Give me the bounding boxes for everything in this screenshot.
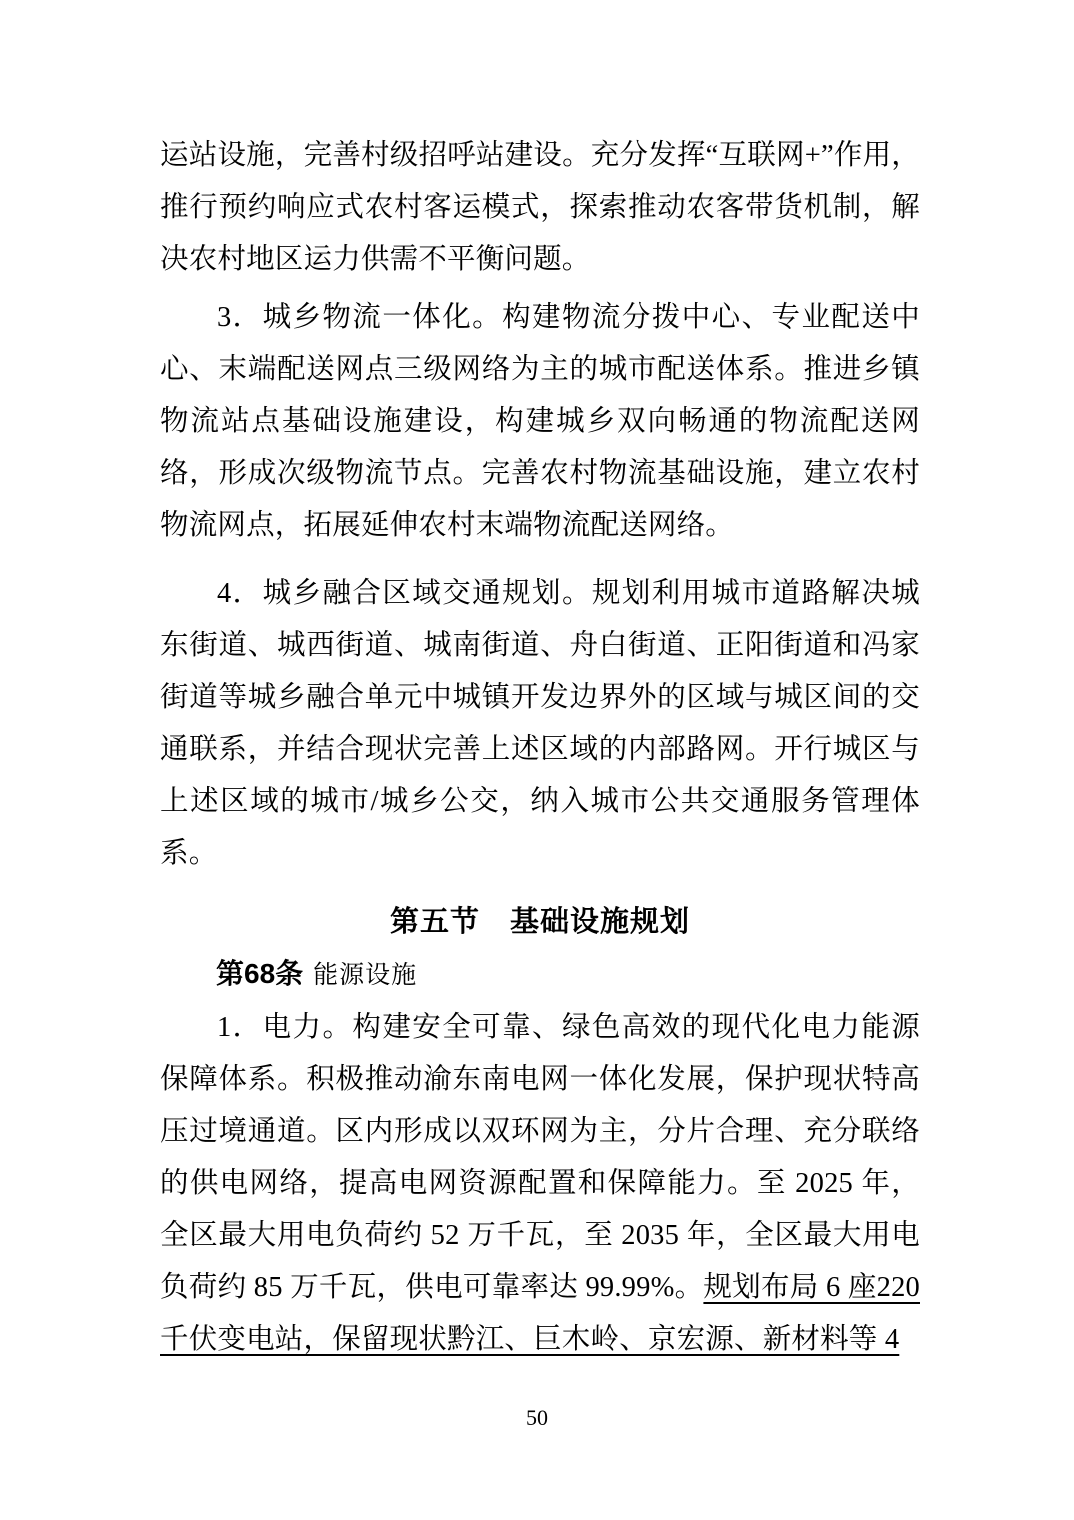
page-content — [160, 130, 920, 1366]
article-number: 第68条 — [216, 958, 304, 989]
paragraph-continued: 运站设施，完善村级招呼站建设。充分发挥“互联网+”作用，推行预约响应式农村客运模式，探索推动农客带货机制，解决农村地区运力供需不平衡问题。 — [160, 140, 920, 275]
section-spacer — [160, 880, 920, 896]
paragraph-spacer — [160, 552, 920, 568]
paragraph-item-3: 3．城乡物流一体化。构建物流分拨中心、专业配送中心、末端配送网点三级网络为主的城市配送体系。推进乡镇物流站点基础设施建设，构建城乡双向畅通的物流配送网络，形成次级物流节点。完善农村物流基础设施，建立农村物流网点，拓展延伸农村末端物流配送网络。 — [160, 302, 920, 541]
article-heading — [160, 948, 920, 1002]
power-lead-text: 1．电力。构建安全可靠、绿色高效的现代化电力能源保障体系。积极推动渝东南电网一体化发展，保护现状特高压过境通道。区内形成以双环网为主，分片合理、充分联络的供电网络，提高电网资源配置和保障能力。至 2025 年，全区最大用电负荷约 52 万千瓦，至 2035 年，全区最大用电负荷约 85 万千瓦，供电可靠率达 99.99%。 — [160, 1012, 920, 1303]
power-underlined-text: 规划布局 6 座220千伏变电站，保留现状黔江、巨木岭、京宏源、新材料等 4 — [160, 1272, 920, 1355]
paragraph-item-4: 4．城乡融合区域交通规划。规划利用城市道路解决城东街道、城西街道、城南街道、舟白街道、正阳街道和冯家街道等城乡融合单元中城镇开发边界外的区域与城区间的交通联系，并结合现状完善上述区域的内部路网。开行城区与上述区域的城市/城乡公交，纳入城市公共交通服务管理体系。 — [160, 578, 920, 869]
paragraph-item-1-power — [160, 1002, 920, 1366]
section-heading: 第五节 基础设施规划 — [389, 906, 690, 938]
article-title: 能源设施 — [313, 962, 418, 989]
page-number: 50 — [526, 1405, 548, 1430]
